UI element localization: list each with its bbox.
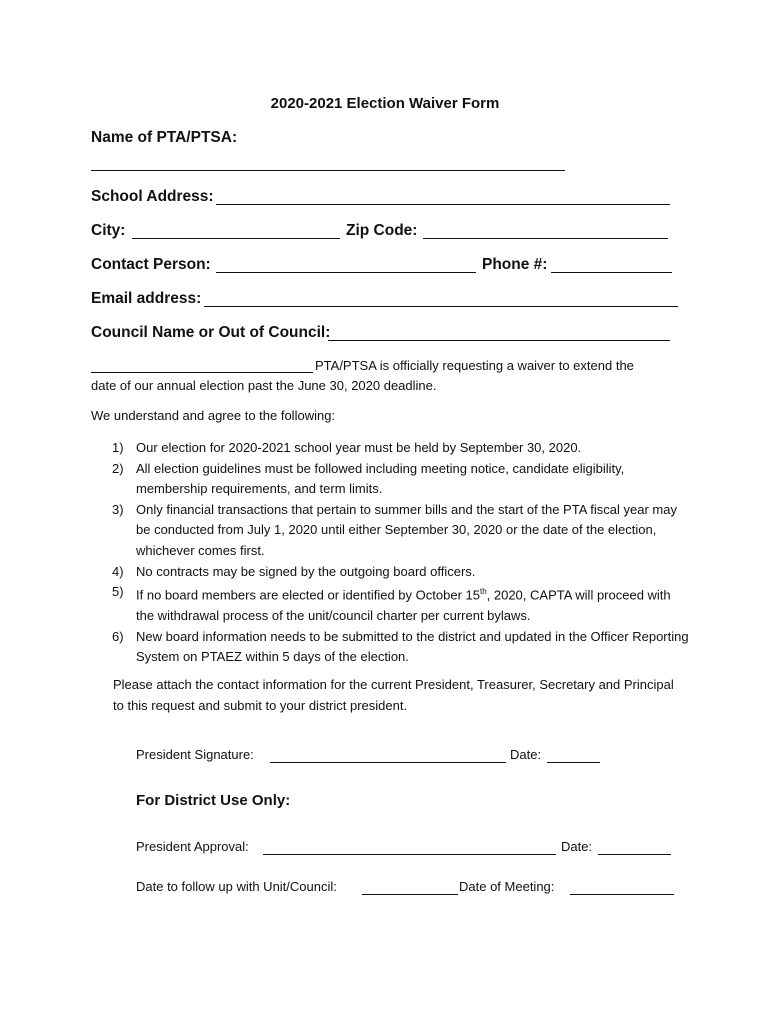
president-approval-line[interactable] xyxy=(263,854,556,855)
followup-date-line[interactable] xyxy=(362,894,458,895)
council-label: Council Name or Out of Council: xyxy=(91,324,331,341)
signature-date-line[interactable] xyxy=(547,762,600,763)
school-address-field-line[interactable] xyxy=(216,204,670,205)
contact-label: Contact Person: xyxy=(91,256,211,273)
list-item: 3) Only financial transactions that pertain to summer bills and the start of the PTA fiscal year may be conducted from July 1, 2020 until either September 30, 2020 or the date of the election, whichever comes first. xyxy=(112,501,677,558)
zip-label: Zip Code: xyxy=(346,222,418,239)
followup-label: Date to follow up with Unit/Council: xyxy=(136,879,337,894)
phone-field-line[interactable] xyxy=(551,272,672,273)
name-label: Name of PTA/PTSA: xyxy=(91,129,238,146)
attach-note: Please attach the contact information for the current President, Treasurer, Secretary and Principal to this request and submit to your district president. xyxy=(113,677,674,713)
form-title: 2020-2021 Election Waiver Form xyxy=(270,95,500,112)
president-signature-line[interactable] xyxy=(270,762,506,763)
president-signature-label: President Signature: xyxy=(136,747,254,762)
signature-date-label: Date: xyxy=(510,747,542,762)
list-item: 1) Our election for 2020-2021 school year must be held by September 30, 2020. xyxy=(112,440,582,455)
request-text-line2: date of our annual election past the June 30, 2020 deadline. xyxy=(91,378,437,393)
name-field-line[interactable] xyxy=(91,170,565,171)
zip-field-line[interactable] xyxy=(423,238,668,239)
meeting-date-line[interactable] xyxy=(570,894,674,895)
city-label: City: xyxy=(91,222,126,239)
list-item: 6) New board information needs to be submitted to the district and updated in the Officer Reporting System on PTAEZ within 5 days of the election. xyxy=(112,628,689,665)
phone-label: Phone #: xyxy=(482,256,548,273)
email-label: Email address: xyxy=(91,290,202,307)
agree-intro: We understand and agree to the following: xyxy=(91,408,336,423)
list-item: 2) All election guidelines must be followed including meeting notice, candidate eligibility, membership requirements, and term limits. xyxy=(112,460,625,497)
contact-field-line[interactable] xyxy=(216,272,476,273)
request-text: PTA/PTSA is officially requesting a waiver to extend the xyxy=(315,358,634,373)
council-field-line[interactable] xyxy=(328,340,670,341)
list-item: 5) If no board members are elected or identified by October 15th, 2020, CAPTA will proceed with the withdrawal process of the unit/council charter per current bylaws. xyxy=(112,584,671,624)
approval-date-label: Date: xyxy=(561,839,593,854)
president-approval-label: President Approval: xyxy=(136,839,249,854)
list-item: 4) No contracts may be signed by the outgoing board officers. xyxy=(112,563,476,579)
terms-list xyxy=(112,438,692,668)
city-field-line[interactable] xyxy=(132,238,340,239)
district-use-heading: For District Use Only: xyxy=(136,792,291,809)
email-field-line[interactable] xyxy=(204,306,678,307)
school-address-label: School Address: xyxy=(91,188,214,205)
meeting-label: Date of Meeting: xyxy=(459,879,555,894)
pta-name-blank-line[interactable] xyxy=(91,372,313,373)
approval-date-line[interactable] xyxy=(598,854,671,855)
